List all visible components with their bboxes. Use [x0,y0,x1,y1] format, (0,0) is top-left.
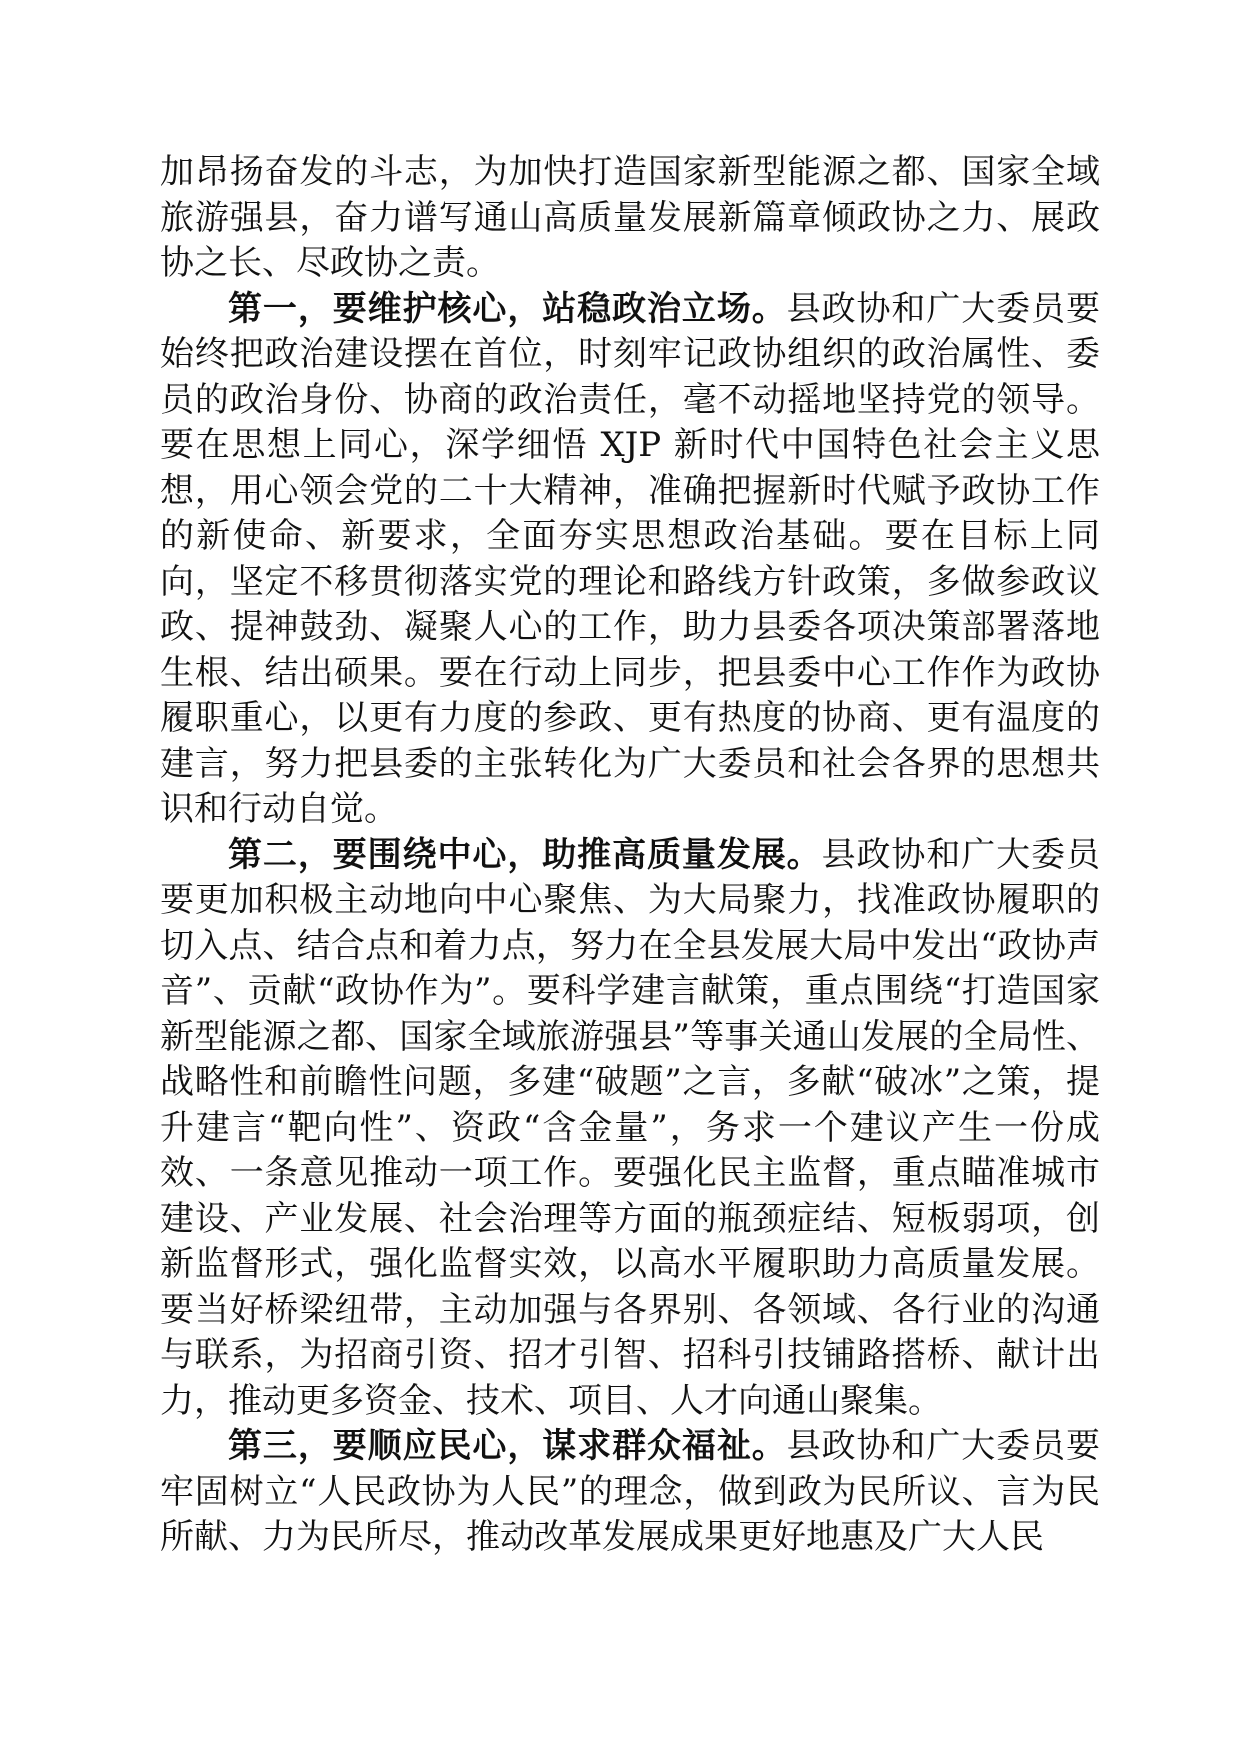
paragraph-heading: 第三，要顺应民心，谋求群众福祉。 [228,1426,787,1466]
paragraph-text: 加昂扬奋发的斗志，为加快打造国家新型能源之都、国家全域旅游强县，奋力谱写通山高质量发展新篇章倾政协之力、展政协之长、尽政协之责。 [160,152,1100,283]
paragraph-text: 县政协和广大委员要牢固树立“人民政协为人民”的理念，做到政为民所议、言为民所献、力为民所尽，推动改革发展成果更好地惠及广大人民 [160,1426,1101,1557]
paragraph-third-point [160,1424,1100,1561]
paragraph-second-point [160,833,1100,1425]
paragraph-continuation [160,150,1100,287]
paragraph-heading: 第二，要围绕中心，助推高质量发展。 [228,834,822,875]
document-body [160,150,1100,1561]
paragraph-text: 县政协和广大委员要更加积极主动地向中心聚焦、为大局聚力，找准政协履职的切入点、结合点和着力点，努力在全县发展大局中发出“政协声音”、贡献“政协作为”。要科学建言献策，重点围绕“打造国家新型能源之都、国家全域旅游强县”等事关通山发展的全局性、战略性和前瞻性问题，多建“破题”之言，多献“破冰”之策，提升建言“靶向性”、资政“含金量”，务求一个建议产生一份成效、一条意见推动一项工作。要强化民主监督，重点瞄准城市建设、产业发展、社会治理等方面的瓶颈症结、短板弱项，创新监督形式，强化监督实效，以高水平履职助力高质量发展。要当好桥梁纽带，主动加强与各界别、各领域、各行业的沟通与联系，为招商引资、招才引智、招科引技铺路搭桥、献计出力，推动更多资金、技术、项目、人才向通山聚集。 [160,834,1101,1421]
paragraph-text: 县政协和广大委员要始终把政治建设摆在首位，时刻牢记政协组织的政治属性、委员的政治身份、协商的政治责任，毫不动摇地坚持党的领导。要在思想上同心，深学细悟 XJP 新时代中国特色社会主义思想，用心领会党的二十大精神，准确把握新时代赋予政协工作的新使命、新要求，全面夯实思想政治基础。要在目标上同向，坚定不移贯彻落实党的理论和路线方针政策，多做参政议政、提神鼓劲、凝聚人心的工作，助力县委各项决策部署落地生根、结出硕果。要在行动上同步，把县委中心工作作为政协履职重心，以更有力度的参政、更有热度的协商、更有温度的建言，努力把县委的主张转化为广大委员和社会各界的思想共识和行动自觉。 [160,288,1101,829]
paragraph-first-point [160,287,1100,833]
paragraph-heading: 第一，要维护核心，站稳政治立场。 [228,288,787,329]
